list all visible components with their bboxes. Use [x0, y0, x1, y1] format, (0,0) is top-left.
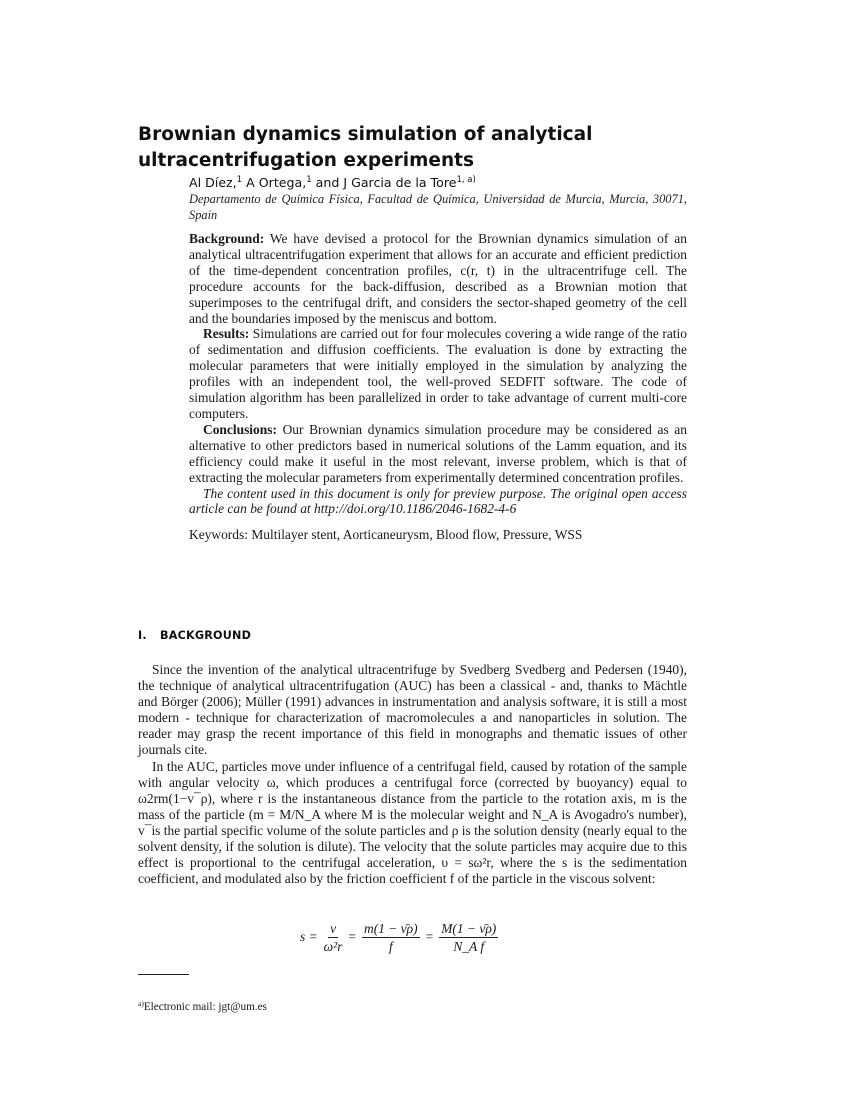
fraction-numerator: ν: [330, 920, 337, 936]
footnote-divider: [138, 974, 189, 975]
equation-fraction-2: [362, 921, 420, 954]
abstract-results-text: Simulations are carried out for four molecules covering a wide range of the ratio of sedimentation and diffusion coefficients. The evaluation is done by extracting the molecular parameters that were initially employed in the simulation by analyzing the profiles with an independent tool, the well-proved SEDFIT software. The code of simulation algorithm has been parallelized in order to take advantage of current multi-core computers.: [189, 326, 687, 421]
fraction-denominator: ω²r: [323, 938, 343, 954]
equals-sign: =: [425, 929, 434, 944]
affiliation-mark: 1: [306, 175, 312, 185]
equation-fraction-3: [439, 921, 498, 954]
equation-lhs: s =: [300, 929, 318, 944]
preview-note: The content used in this document is only for preview purpose. The original open access article can be found at http://doi.org/10.1186/2046-1682-4-6: [189, 485, 687, 517]
body-paragraph: Since the invention of the analytical ultracentrifuge by Svedberg Svedberg and Pedersen (1940), the technique of analytical ultracentrifugation (AUC) has been a classical - and, thanks to Mächtle and Börger (2006); Müller (1991) advances in instrumentation and analysis software, it is still a most modern - technique for characterization of macromolecules a and nanoparticles in solution. The reader may grasp the recent importance of this field in monographs and thematic issues of other journals cite.: [138, 662, 687, 758]
equation-fraction-1: [324, 921, 343, 954]
author-name: Al Díez,: [189, 175, 237, 190]
keywords: Keywords: Multilayer stent, Aorticaneurysm, Blood flow, Pressure, WSS: [189, 527, 583, 543]
fraction-numerator: M(1 − ν̄ρ): [441, 920, 497, 936]
affiliation-mark: 1, a): [456, 175, 476, 185]
footnote-text: Electronic mail: jgt@um.es: [143, 1001, 267, 1013]
body-paragraph: In the AUC, particles move under influence of a centrifugal field, caused by rotation of the sample with angular velocity ω, which produces a centrifugal force (corrected by buoyancy) equal to ω2rm(1−v¯ρ), where r is the instantaneous distance from the particle to the rotation axis, m is the mass of the particle (m = M/N_A where M is the molecular weight and N_A is Avogadro's number), v¯is the partial specific volume of the solute particles and ρ is the solution density (nearly equal to the solvent density, if the solution is dilute). The velocity that the solute particles may acquire due to this effect is proportional to the centrifugal acceleration, υ = sω²r, where the s is the sedimentation coefficient, and modulated also by the friction coefficient f of the particle in the viscous solvent:: [138, 758, 687, 887]
affiliation: Departamento de Química Física, Facultad de Química, Universidad de Murcia, Murcia, 30071, Spain: [189, 192, 687, 222]
section-title: BACKGROUND: [160, 629, 252, 642]
abstract-conclusions: [189, 422, 687, 486]
abstract-conclusions-text: Our Brownian dynamics simulation procedure may be considered as an alternative to other predictors based in numerical solutions of the Lamm equation, and its efficiency could make it useful in the most relevant, inverse problem, which is that of extracting the molecular parameters from experimentally determined concentration profiles.: [189, 421, 687, 485]
fraction-denominator: f: [388, 938, 393, 954]
footnote-mark: a): [138, 999, 144, 1008]
section-number: I.: [138, 629, 147, 642]
abstract-results-label: Results:: [203, 326, 250, 342]
affiliation-mark: 1: [236, 175, 243, 185]
fraction-denominator: N_A f: [453, 938, 485, 954]
abstract-conclusions-label: Conclusions:: [203, 421, 277, 437]
abstract-background-label: Background:: [189, 231, 265, 246]
front-matter: [189, 174, 687, 543]
body-text: [138, 662, 687, 887]
author-name: A Ortega,: [242, 175, 307, 190]
abstract-results: [189, 326, 687, 421]
abstract-background-text: We have devised a protocol for the Brownian dynamics simulation of an analytical ultracentrifugation experiment that allows for an accurate and efficient prediction of the time-dependent concentration profiles, c(r, t) in the ultracentrifuge cell. The procedure accounts for the back-diffusion, described as a Brownian motion that superimposes to the centrifugal drift, and considers the sector-shaped geometry of the cell and the boundaries imposed by the meniscus and bottom.: [189, 231, 687, 326]
author-name: and J Garcia de la Tore: [311, 175, 457, 190]
abstract: [189, 231, 687, 517]
equation-sedimentation: [300, 917, 498, 957]
footnote: [138, 1001, 267, 1013]
fraction-numerator: m(1 − ν̄ρ): [364, 920, 418, 936]
section-heading: [138, 629, 251, 642]
equals-sign: =: [348, 929, 357, 944]
author-list: [189, 174, 687, 191]
paper-title: Brownian dynamics simulation of analytical ultracentrifugation experiments: [138, 124, 593, 171]
abstract-background: [189, 231, 687, 326]
